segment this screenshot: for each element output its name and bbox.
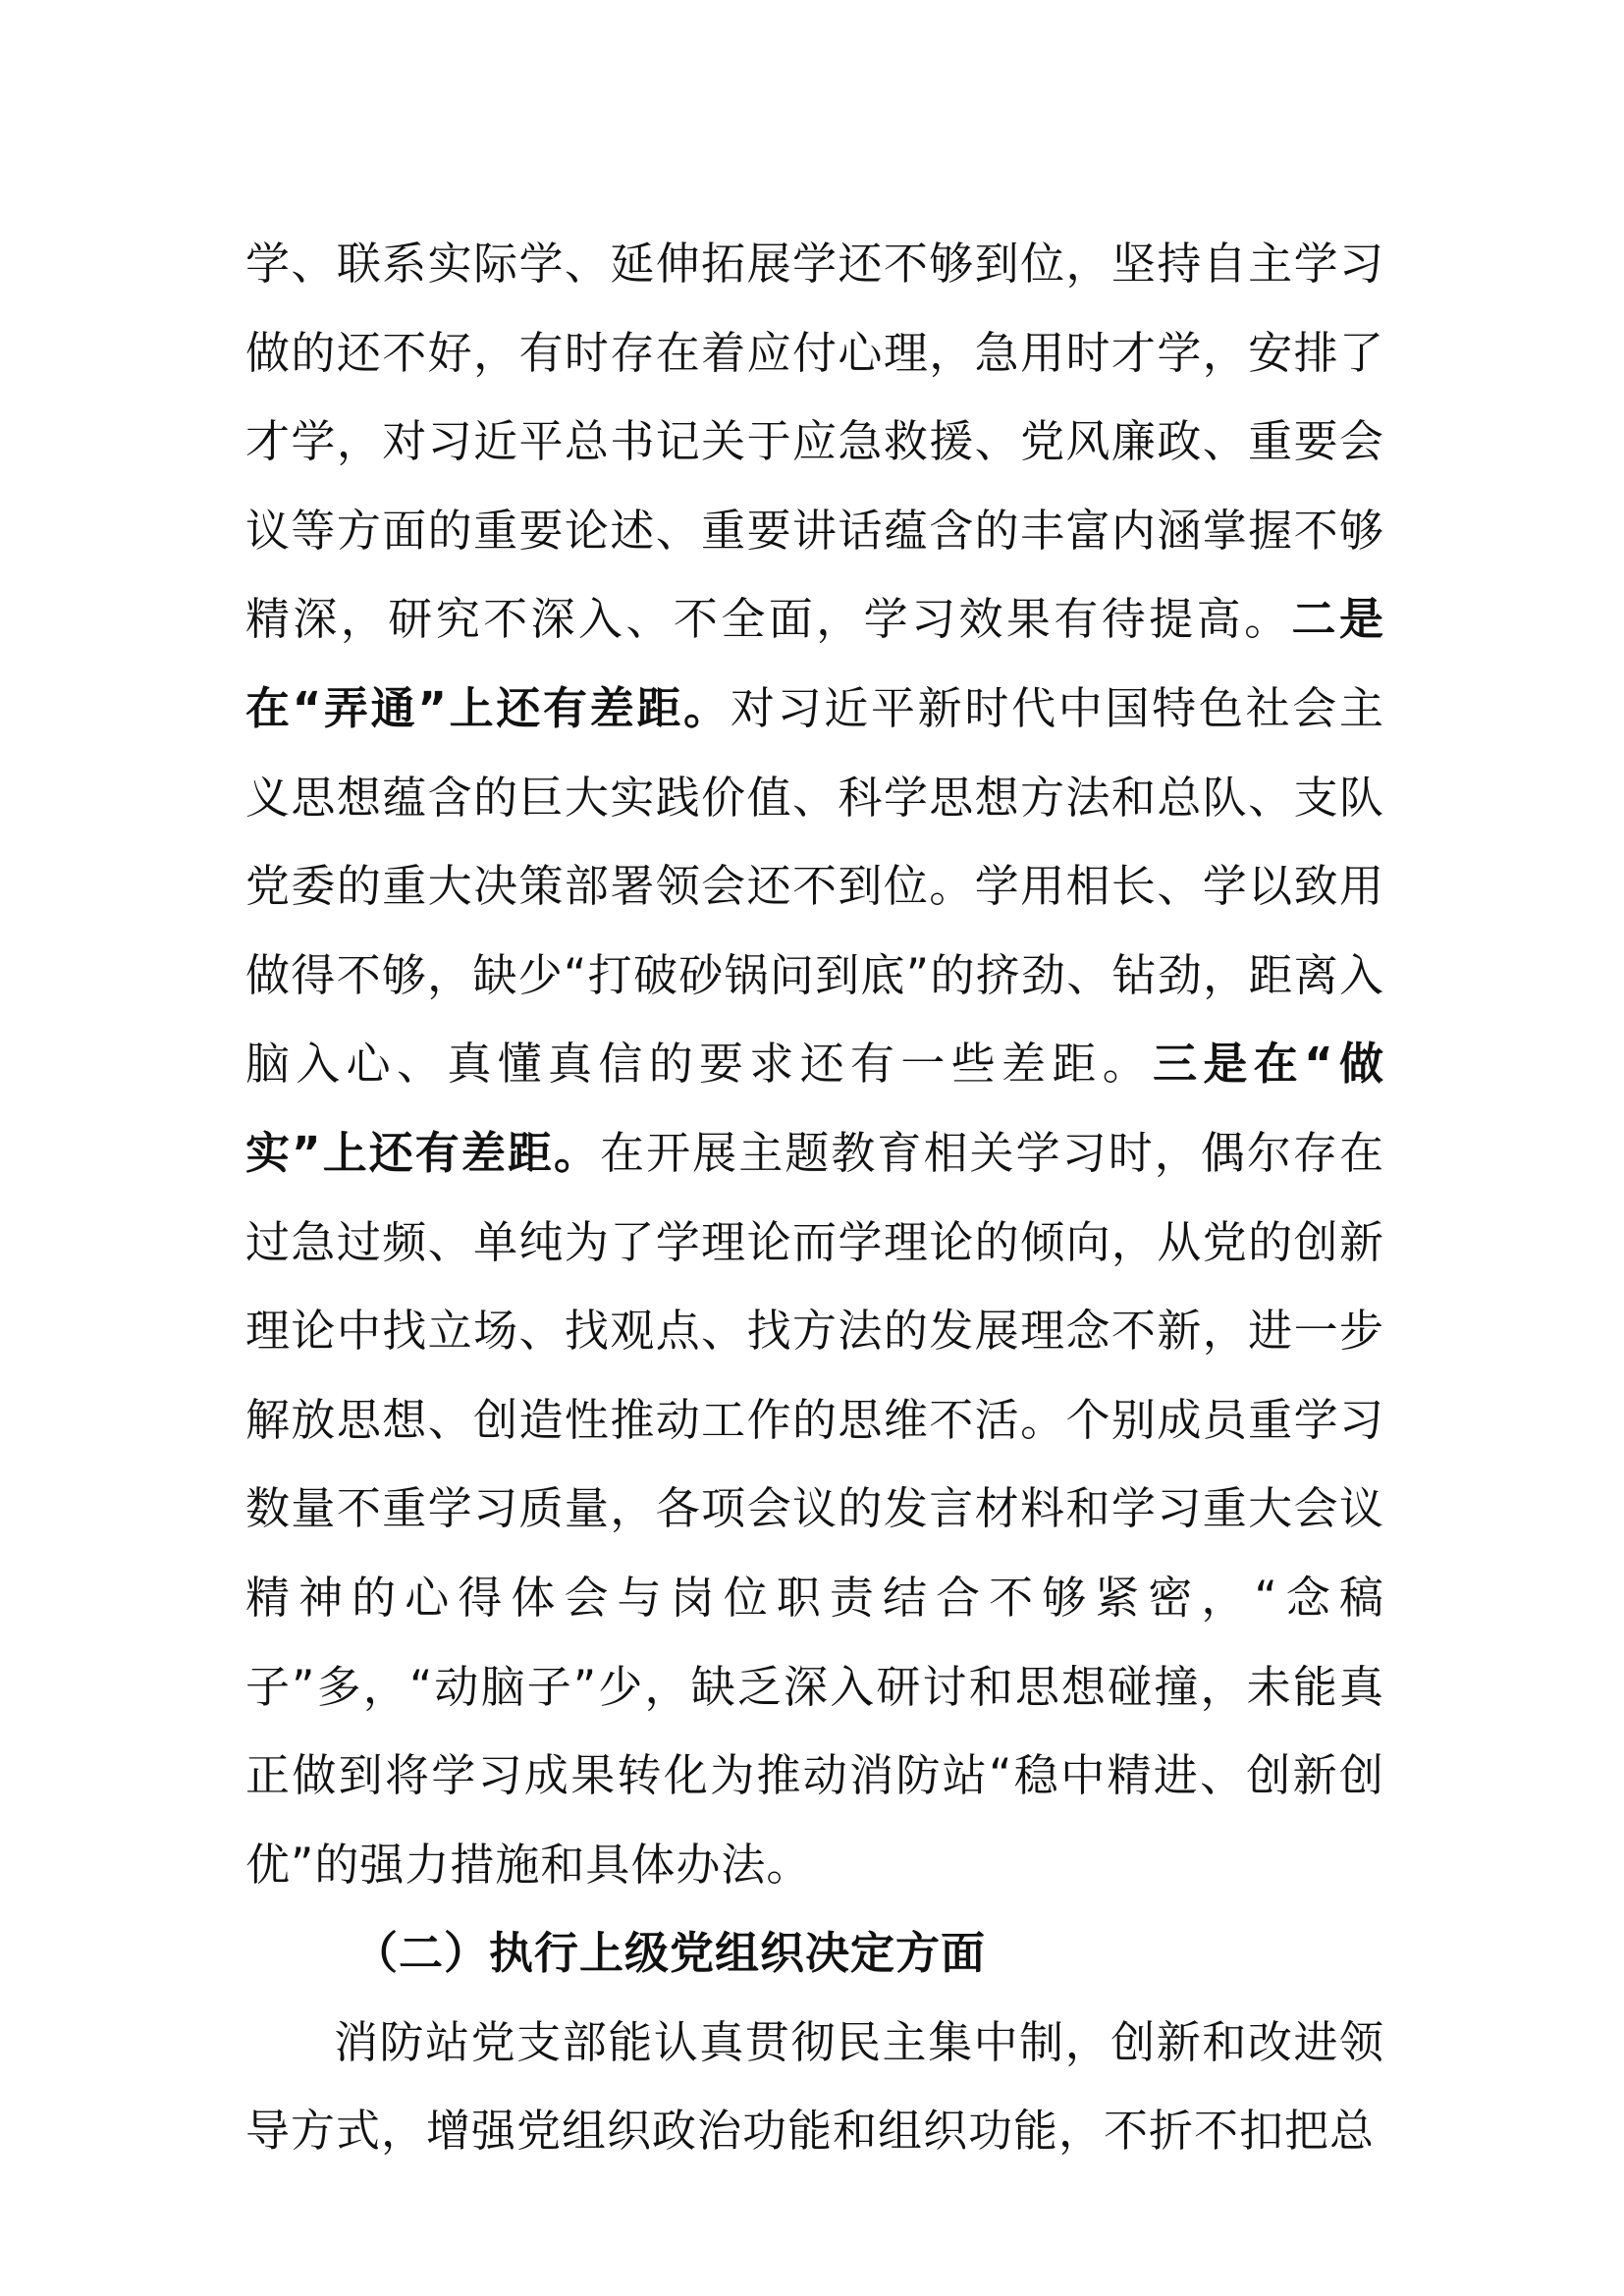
section-heading: （二）执行上级党组织决定方面 [353,1927,987,1980]
document-body [245,220,1384,2176]
paragraph-text: 对习近平新时代中国特色社会主义思想蕴含的巨大实践价值、科学思想方法和总队、支队党委的重大决策部署领会还不到位。学用相长、学以致用做得不够，缺少“打破砂锅问到底”的挤劲、钻劲，距离入脑入心、真懂真信的要求还有一些差距。 [245,681,1384,1091]
paragraph-text: 在开展主题教育相关学习时，偶尔存在过急过频、单纯为了学理论而学理论的倾向，从党的创新理论中找立场、找观点、找方法的发展理念不新，进一步解放思想、创造性推动工作的思维不活。个别成员重学习数量不重学习质量，各项会议的发言材料和学习重大会议精神的心得体会与岗位职责结合不够紧密，“念稿子”多，“动脑子”少，缺乏深入研讨和思想碰撞，未能真正做到将学习成果转化为推动消防站“稳中精进、创新创优”的强力措施和具体办法。 [245,1126,1384,1891]
bold-point-three: 三是在“做实”上还有差距。 [245,1038,1384,1179]
paragraph-text: 学、联系实际学、延伸拓展学还不够到位，坚持自主学习做的还不好，有时存在着应付心理，急用时才学，安排了才学，对习近平总书记关于应急救援、党风廉政、重要会议等方面的重要论述、重要讲话蕴含的丰富内涵掌握不够精深，研究不深入、不全面，学习效果有待提高。 [245,238,1384,646]
bold-point-two: 二是在“弄通”上还有差距。 [245,593,1384,734]
body-paragraph: 消防站党支部能认真贯彻民主集中制，创新和改进领导方式，增强党组织政治功能和组织功能，不折不扣把总 [245,2015,1384,2158]
body-paragraph [245,220,1384,1909]
